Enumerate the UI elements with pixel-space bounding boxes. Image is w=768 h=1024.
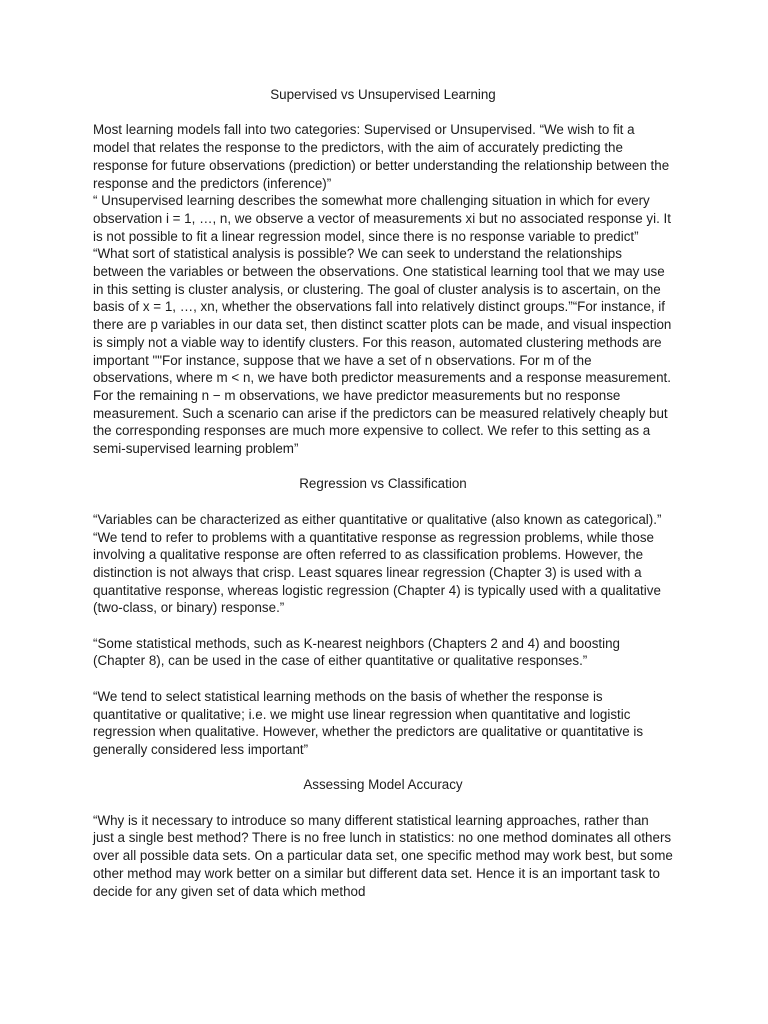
paragraph: “We tend to select statistical learning methods on the basis of whether the response is quantitative or qualitative; i.e. we might use linear regression when quantitative and logistic regression when qualitative. However, whether the predictors are qualitative or quantitative is generally considered less important” (93, 688, 644, 757)
document-body (93, 86, 673, 900)
paragraph: “Why is it necessary to introduce so many different statistical learning approaches, rather than just a single best method? There is no free lunch in statistics: no one method dominates all others over all possible data sets. On a particular data set, one specific method may work best, but some other method may work better on a similar but different data set. Hence it is an important task to decide for any given set of data which method (93, 812, 673, 899)
paragraph: “Variables can be characterized as either quantitative or qualitative (also known as categorical).” (93, 511, 662, 527)
spacer (93, 104, 673, 122)
section-heading-accuracy: Assessing Model Accuracy (303, 777, 463, 793)
section-heading-supervised: Supervised vs Unsupervised Learning (270, 87, 496, 102)
paragraph: “Some statistical methods, such as K-nearest neighbors (Chapters 2 and 4) and boosting (Chapter 8), can be used in the case of either quantitative or qualitative responses.” (93, 635, 620, 669)
paragraph: “We tend to refer to problems with a quantitative response as regression problems, while those involving a qualitative response are often referred to as classification problems. However, the distinction is not always that crisp. Least squares linear regression (Chapter 3) is used with a quantitative response, whereas logistic regression (Chapter 4) is typically used with a qualitative (two-class, or binary) response.” (93, 529, 661, 616)
spacer (93, 670, 673, 688)
section-heading-regression: Regression vs Classification (299, 476, 467, 492)
paragraph: “ Unsupervised learning describes the somewhat more challenging situation in which for every observation i = 1, …, n, we observe a vector of measurements xi but no associated response yi. It is not possible to fit a linear regression model, since there is no response variable to predict” “What sort of statistical analysis is possible? We can seek to understand the relationships between the variables or between the observations. One statistical learning tool that we may use in this setting is cluster analysis, or clustering. The goal of cluster analysis is to ascertain, on the basis of x = 1, …, xn, whether the observations fall into relatively distinct groups.”“For instance, if there are p variables in our data set, then distinct scatter plots can be made, and visual inspection is simply not a viable way to identify clusters. For this reason, automated clustering methods are important ""For instance, suppose that we have a set of n observations. For m of the observations, where m < n, we have both predictor measurements and a response measurement. For the remaining n − m observations, we have predictor measurements but no response measurement. Such a scenario can arise if the predictors can be measured relatively cheaply but the corresponding responses are much more expensive to collect. We refer to this setting as a semi-supervised learning problem” (93, 193, 672, 457)
spacer (93, 794, 673, 812)
spacer (93, 617, 673, 635)
spacer (93, 759, 673, 777)
paragraph: Most learning models fall into two categories: Supervised or Unsupervised. “We wish to fit a model that relates the response to the predictors, with the aim of accurately predicting the response for future observations (prediction) or better understanding the relationship between the response and the predictors (inference)” (93, 122, 670, 191)
spacer (93, 458, 673, 476)
spacer (93, 493, 673, 511)
